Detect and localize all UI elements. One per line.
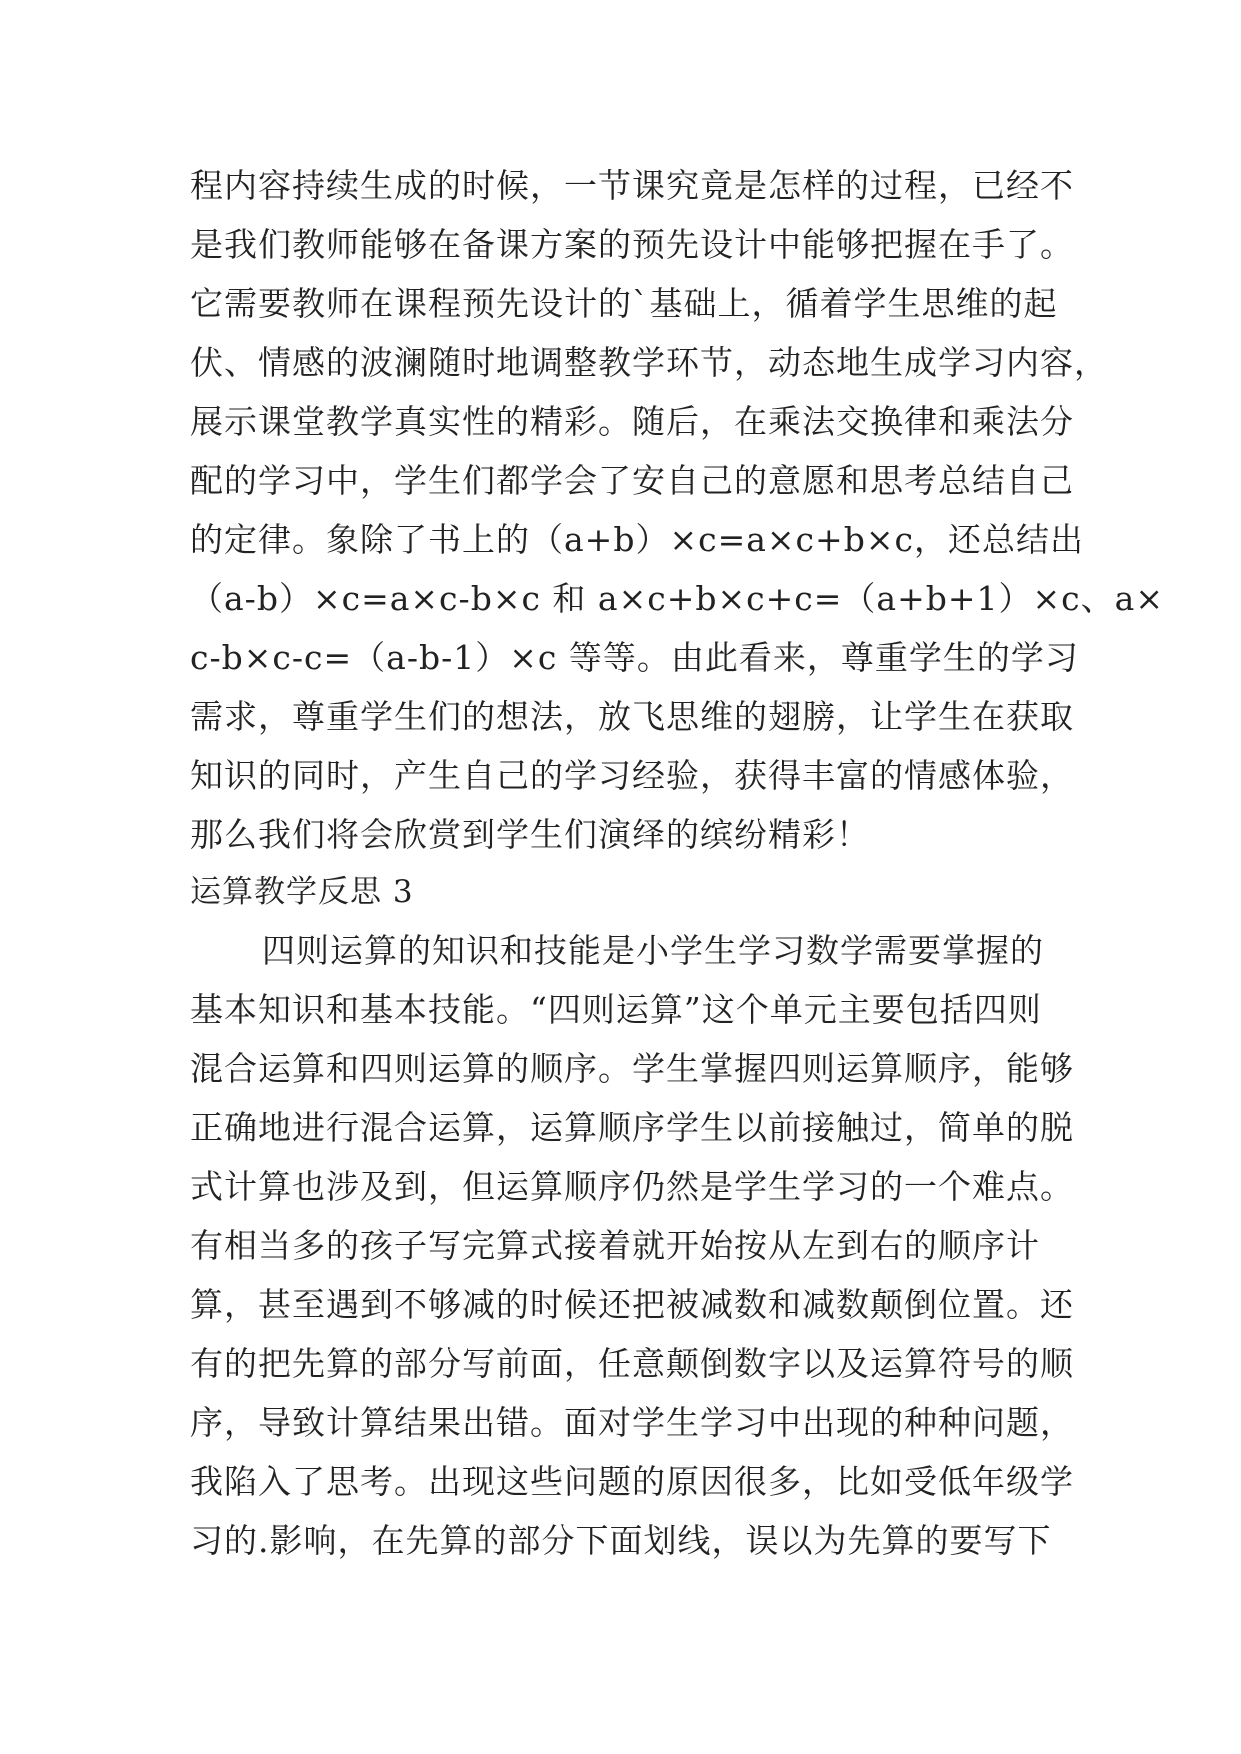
- section-heading: 运算教学反思 3: [190, 874, 414, 910]
- paragraph-2-line-1: 四则运算的知识和技能是小学生学习数学需要掌握的: [262, 931, 1044, 970]
- paragraph-1-line-10: 需求，尊重学生们的想法，放飞思维的翅膀，让学生在获取: [190, 697, 1074, 736]
- paragraph-2-line-7: 算，甚至遇到不够减的时候还把被减数和减数颠倒位置。还: [190, 1285, 1074, 1324]
- paragraph-2-line-3: 混合运算和四则运算的顺序。学生掌握四则运算顺序，能够: [190, 1049, 1074, 1088]
- paragraph-2-line-9: 序，导致计算结果出错。面对学生学习中出现的种种问题，: [190, 1403, 1074, 1442]
- paragraph-1-line-3: 它需要教师在课程预先设计的`基础上，循着学生思维的起: [190, 284, 1058, 323]
- paragraph-2-line-10: 我陷入了思考。出现这些问题的原因很多，比如受低年级学: [190, 1462, 1074, 1501]
- paragraph-1-line-12: 那么我们将会欣赏到学生们演绎的缤纷精彩！: [190, 815, 870, 854]
- paragraph-1-line-6: 配的学习中，学生们都学会了安自己的意愿和思考总结自己: [190, 461, 1074, 500]
- paragraph-2-line-5: 式计算也涉及到，但运算顺序仍然是学生学习的一个难点。: [190, 1167, 1074, 1206]
- paragraph-2-line-6: 有相当多的孩子写完算式接着就开始按从左到右的顺序计: [190, 1226, 1040, 1265]
- paragraph-1-line-5: 展示课堂教学真实性的精彩。随后，在乘法交换律和乘法分: [190, 402, 1074, 441]
- paragraph-1-line-1: 程内容持续生成的时候，一节课究竟是怎样的过程，已经不: [190, 166, 1074, 205]
- paragraph-2-line-2: 基本知识和基本技能。“四则运算”这个单元主要包括四则: [190, 990, 1042, 1029]
- paragraph-1-line-4: 伏、情感的波澜随时地调整教学环节，动态地生成学习内容，: [190, 343, 1108, 382]
- paragraph-2-line-4: 正确地进行混合运算，运算顺序学生以前接触过，简单的脱: [190, 1108, 1074, 1147]
- paragraph-1-line-7: 的定律。象除了书上的（a+b）×c=a×c+b×c，还总结出: [190, 520, 1084, 559]
- paragraph-2-line-8: 有的把先算的部分写前面，任意颠倒数字以及运算符号的顺: [190, 1344, 1074, 1383]
- paragraph-2-line-11: 习的.影响，在先算的部分下面划线，误以为先算的要写下: [190, 1521, 1052, 1560]
- paragraph-1-line-9: c-b×c-c=（a-b-1）×c 等等。由此看来，尊重学生的学习: [190, 638, 1079, 677]
- paragraph-1-line-2: 是我们教师能够在备课方案的预先设计中能够把握在手了。: [190, 225, 1074, 264]
- paragraph-1-line-11: 知识的同时，产生自己的学习经验，获得丰富的情感体验，: [190, 756, 1074, 795]
- paragraph-1-line-8: （a-b）×c=a×c-b×c 和 a×c+b×c+c=（a+b+1）×c、a×: [190, 579, 1164, 618]
